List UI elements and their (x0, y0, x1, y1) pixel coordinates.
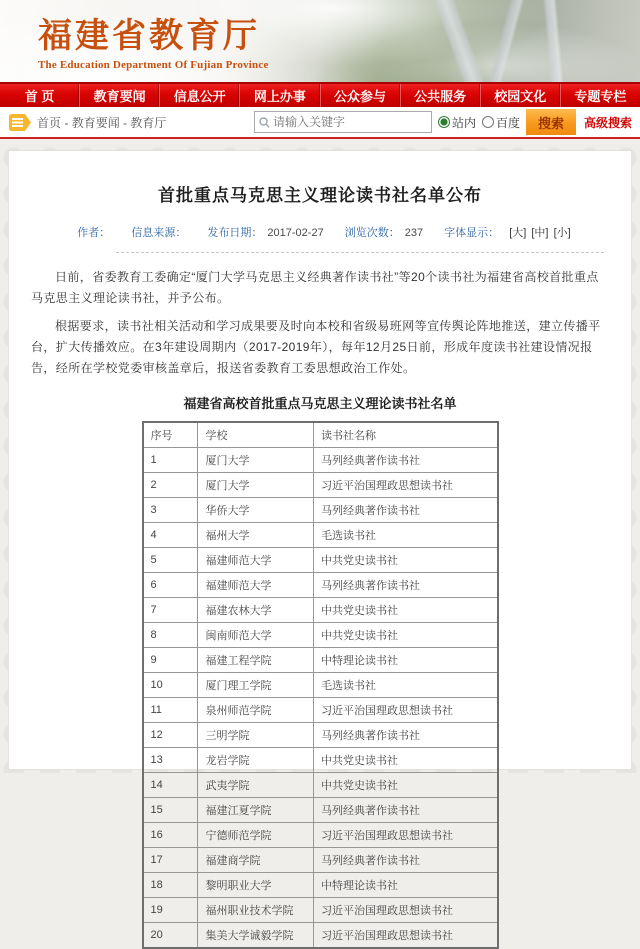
cell-school: 华侨大学 (198, 498, 314, 523)
nav-item-2[interactable]: 信息公开 (160, 84, 240, 107)
nav-item-0[interactable]: 首 页 (0, 84, 80, 107)
table-title: 福建省高校首批重点马克思主义理论读书社名单 (183, 396, 457, 411)
table-row (143, 848, 498, 873)
cell-school: 黎明职业大学 (198, 873, 314, 898)
date-label: 发布日期： (207, 227, 263, 239)
cell-index: 11 (143, 698, 198, 723)
cell-society: 习近平治国理政思想读书社 (314, 823, 498, 848)
table-row (143, 698, 498, 723)
cell-society: 中共党史读书社 (314, 748, 498, 773)
table-header-cell-0: 序号 (143, 422, 198, 448)
font-size-option-1[interactable]: [中] (531, 227, 549, 239)
cell-index: 13 (143, 748, 198, 773)
cell-index: 17 (143, 848, 198, 873)
nav-item-1[interactable]: 教育要闻 (80, 84, 160, 107)
search-box (254, 111, 432, 133)
views-value: 237 (404, 227, 424, 239)
cell-school: 福州大学 (198, 523, 314, 548)
cell-society: 中特理论读书社 (314, 648, 498, 673)
nav-item-3[interactable]: 网上办事 (240, 84, 320, 107)
date-value: 2017-02-27 (267, 227, 324, 239)
cell-school: 龙岩学院 (198, 748, 314, 773)
list-icon (8, 114, 32, 131)
cell-index: 3 (143, 498, 198, 523)
cell-index: 20 (143, 923, 198, 949)
cell-society: 马列经典著作读书社 (314, 498, 498, 523)
nav-item-7[interactable]: 专题专栏 (574, 89, 627, 104)
article-paragraph: 根据要求，读书社相关活动和学习成果要及时向本校和省级易班网等宣传舆论阵地推送，建立传播平台，扩大传播效应。在3年建设周期内（2017-2019年），每年12月25日前，形成年度读书社建设情况报告，经所在学校党委审核盖章后，报送省委教育工委思想政治工作处。 (31, 319, 601, 375)
cell-school: 三明学院 (198, 723, 314, 748)
cell-index: 4 (143, 523, 198, 548)
cell-school: 福建江夏学院 (198, 798, 314, 823)
table-row (143, 673, 498, 698)
cell-index: 18 (143, 873, 198, 898)
main-nav (0, 82, 640, 107)
cell-index: 10 (143, 673, 198, 698)
nav-item-4[interactable]: 公众参与 (321, 84, 401, 107)
cell-index: 15 (143, 798, 198, 823)
breadcrumb: 首页 - 教育要闻 - 教育厅 (37, 115, 167, 130)
cell-society: 中共党史读书社 (314, 598, 498, 623)
cell-society: 毛选读书社 (314, 673, 498, 698)
cell-index: 6 (143, 573, 198, 598)
main-nav-list (0, 84, 640, 107)
cell-society: 中共党史读书社 (314, 548, 498, 573)
cell-school: 宁德师范学院 (198, 823, 314, 848)
table-row (143, 573, 498, 598)
article-title: 首批重点马克思主义理论读书社名单公布 (158, 186, 482, 205)
cell-school: 厦门大学 (198, 473, 314, 498)
table-row (143, 473, 498, 498)
table-row (143, 923, 498, 949)
scope-baidu-radio-input[interactable] (482, 116, 494, 128)
article-paragraph: 日前，省委教育工委确定“厦门大学马克思主义经典著作读书社”等20个读书社为福建省高校首批重点马克思主义理论读书社，并予公布。 (31, 270, 599, 305)
reading-societies-table (142, 421, 499, 949)
cell-index: 9 (143, 648, 198, 673)
article-meta (31, 224, 609, 240)
table-header-cell-1: 学校 (198, 422, 314, 448)
table-row (143, 798, 498, 823)
cell-society: 习近平治国理政思想读书社 (314, 898, 498, 923)
search-input[interactable] (273, 115, 427, 129)
cell-index: 12 (143, 723, 198, 748)
cell-school: 武夷学院 (198, 773, 314, 798)
scope-site-radio[interactable] (438, 114, 476, 131)
cell-index: 7 (143, 598, 198, 623)
table-row (143, 898, 498, 923)
logo-title: 福建省教育厅 (38, 18, 260, 55)
cell-index: 5 (143, 548, 198, 573)
scope-site-label: 站内 (451, 115, 476, 130)
cell-school: 福建师范大学 (198, 548, 314, 573)
scope-baidu-label: 百度 (495, 115, 520, 130)
font-size-option-0[interactable]: [大] (509, 227, 527, 239)
views-label: 浏览次数： (344, 227, 400, 239)
advanced-search-link[interactable]: 高级搜索 (583, 115, 632, 130)
font-size-options (508, 227, 572, 239)
breadcrumb-link-0[interactable]: 首页 (37, 115, 62, 130)
cell-index: 14 (143, 773, 198, 798)
cell-school: 厦门理工学院 (198, 673, 314, 698)
table-header-cell-2: 读书社名称 (314, 422, 498, 448)
search-icon (259, 117, 270, 128)
search-area (254, 109, 632, 135)
cell-school: 厦门大学 (198, 448, 314, 473)
cell-index: 16 (143, 823, 198, 848)
breadcrumb-link-2[interactable]: 教育厅 (130, 115, 167, 130)
source-label: 信息来源： (131, 227, 187, 239)
cell-index: 1 (143, 448, 198, 473)
table-row (143, 748, 498, 773)
cell-school: 福建师范大学 (198, 573, 314, 598)
cell-society: 习近平治国理政思想读书社 (314, 923, 498, 949)
cell-society: 毛选读书社 (314, 523, 498, 548)
font-size-label: 字体显示： (444, 227, 500, 239)
cell-school: 集美大学诚毅学院 (198, 923, 314, 949)
banner-photo (300, 0, 640, 82)
search-button[interactable]: 搜索 (526, 109, 576, 135)
breadcrumb-link-1[interactable]: 教育要闻 (71, 115, 120, 130)
cell-society: 中共党史读书社 (314, 623, 498, 648)
cell-index: 8 (143, 623, 198, 648)
cell-society: 中特理论读书社 (314, 873, 498, 898)
table-row (143, 773, 498, 798)
table-row (143, 648, 498, 673)
cell-society: 中共党史读书社 (314, 773, 498, 798)
article-panel (8, 150, 632, 942)
author-label: 作者： (77, 227, 111, 239)
table-row (143, 598, 498, 623)
font-size-option-2[interactable]: [小] (553, 227, 571, 239)
logo-subtitle: The Education Department Of Fujian Province (38, 59, 269, 71)
table-row (143, 723, 498, 748)
cell-society: 马列经典著作读书社 (314, 848, 498, 873)
cell-society: 习近平治国理政思想读书社 (314, 698, 498, 723)
cell-index: 19 (143, 898, 198, 923)
cell-school: 福建商学院 (198, 848, 314, 873)
table-row (143, 548, 498, 573)
table-row (143, 448, 498, 473)
cell-school: 闽南师范大学 (198, 623, 314, 648)
cell-society: 习近平治国理政思想读书社 (314, 473, 498, 498)
site-logo (38, 8, 269, 71)
cell-school: 福建农林大学 (198, 598, 314, 623)
meta-divider (116, 252, 604, 253)
table-row (143, 623, 498, 648)
scope-baidu-radio[interactable] (482, 114, 520, 131)
cell-society: 马列经典著作读书社 (314, 798, 498, 823)
cell-index: 2 (143, 473, 198, 498)
nav-item-6[interactable]: 校园文化 (481, 84, 561, 107)
table-row (143, 873, 498, 898)
site-banner (0, 0, 640, 82)
toolbar (0, 107, 640, 139)
cell-society: 马列经典著作读书社 (314, 723, 498, 748)
table-body (143, 448, 498, 949)
cell-society: 马列经典著作读书社 (314, 448, 498, 473)
nav-item-5[interactable]: 公共服务 (401, 84, 481, 107)
table-row (143, 498, 498, 523)
table-row (143, 823, 498, 848)
cell-school: 福州职业技术学院 (198, 898, 314, 923)
table-row (143, 523, 498, 548)
cell-school: 福建工程学院 (198, 648, 314, 673)
cell-society: 马列经典著作读书社 (314, 573, 498, 598)
table-header-row (143, 422, 498, 448)
cell-school: 泉州师范学院 (198, 698, 314, 723)
scope-site-radio-input[interactable] (438, 116, 450, 128)
